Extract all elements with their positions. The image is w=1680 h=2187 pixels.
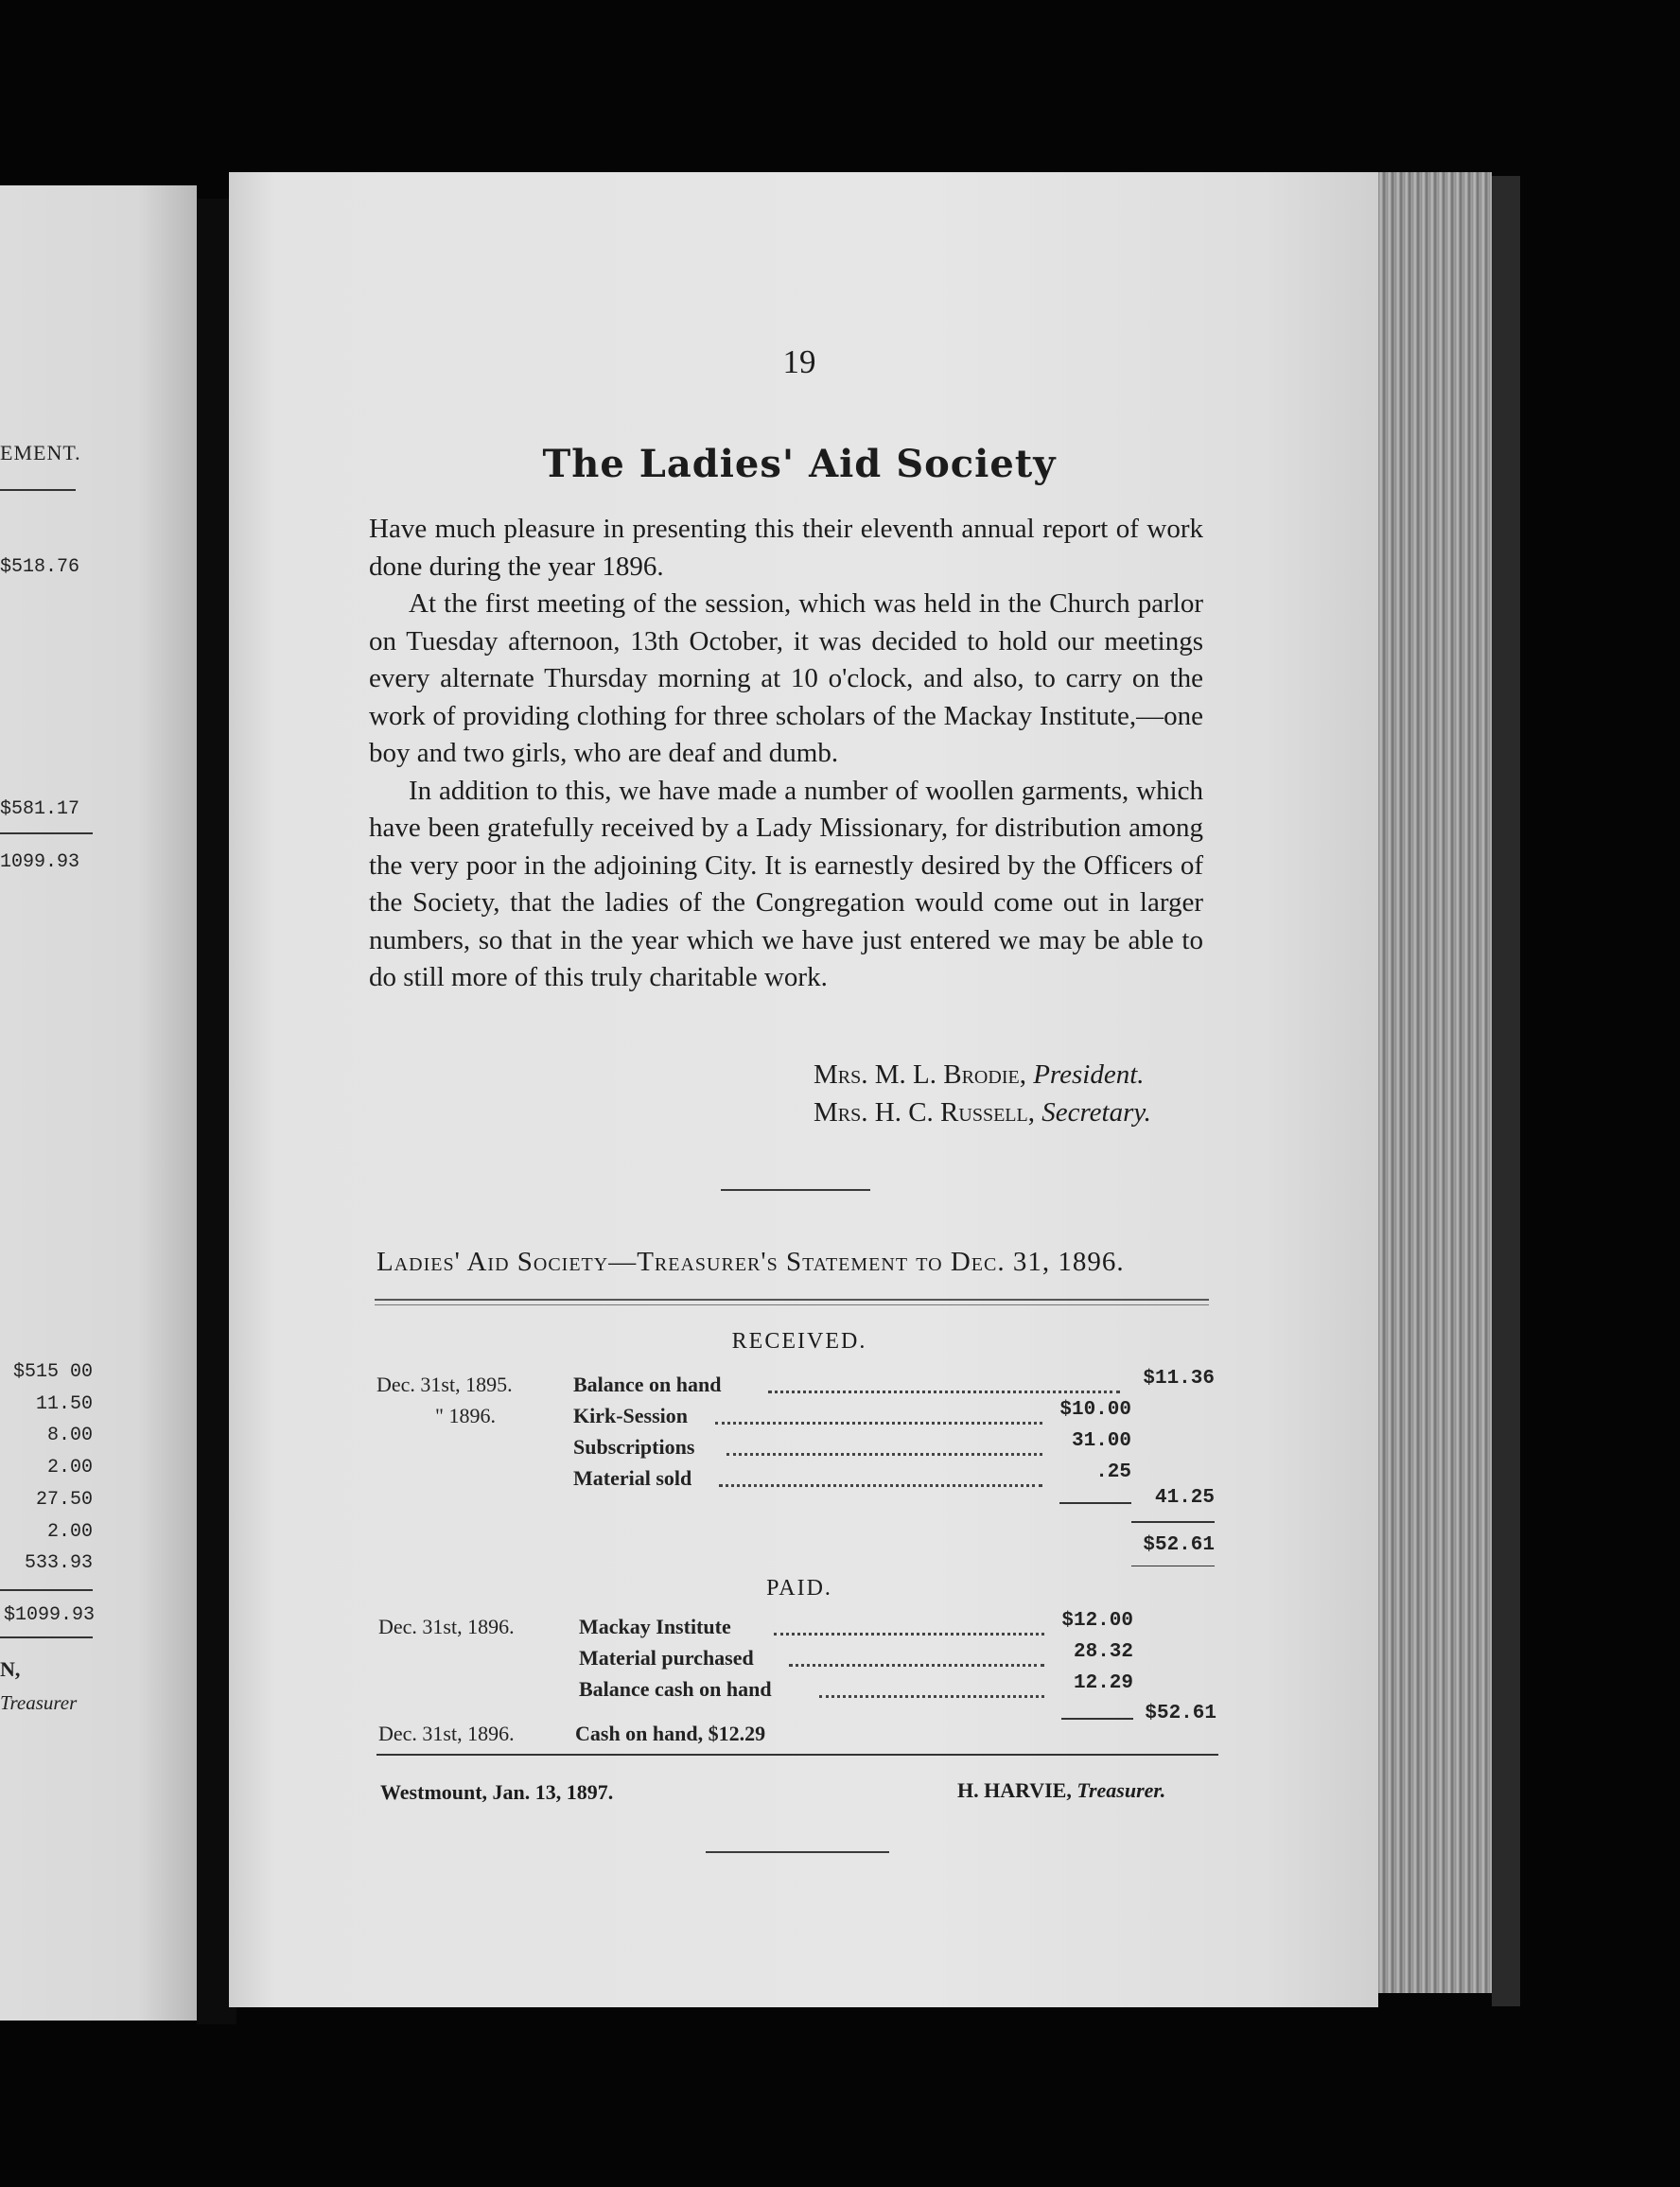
treasurer-role: Treasurer. [1076,1778,1166,1802]
received-item: Material sold [573,1466,692,1490]
left-heading-fragment: EMENT. [0,441,81,464]
leader-dots [774,1633,1044,1636]
total-rule [1131,1521,1215,1523]
left-column-value: 27.50 [35,1489,93,1511]
report-paragraph: Have much pleasure in presenting this their eleventh annual report of work done during the year 1896. [369,514,1203,582]
page-number: 19 [782,343,816,380]
received-date: " 1896. [435,1404,496,1427]
left-rule [0,832,93,834]
left-rule [0,1636,93,1638]
subtotal-rule [1059,1502,1131,1504]
signature-president [814,1059,1145,1091]
left-column-value: 11.50 [35,1393,93,1415]
left-column-value: 533.93 [24,1552,93,1574]
footer-rule [376,1754,1218,1756]
leader-dots [726,1453,1042,1456]
cash-date: Dec. 31st, 1896. [378,1722,515,1745]
treasurer-name: H. HARVIE, [957,1778,1072,1802]
statement-double-rule [375,1299,1209,1305]
left-column-value: 2.00 [46,1457,93,1478]
paid-total: $52.61 [1145,1703,1216,1724]
received-amount: 31.00 [1071,1430,1131,1452]
left-column-value: 2.00 [46,1521,93,1543]
report-paragraph: At the first meeting of the session, which was held in the Church parlor on Tuesday afternoon, 13th October, it was decided to hold our meetings every alternate Thursday morning at 10 o'clock, and also, to carry on the work of providing clothing for three scholars of the Mackay Institute,—one boy and two girls, who are deaf and dumb. [369,588,1203,768]
left-column-value: 8.00 [46,1425,93,1446]
leader-dots [789,1664,1044,1667]
left-name-fragment: N, [0,1657,21,1681]
section-divider [721,1189,870,1191]
paid-heading: PAID. [766,1576,832,1601]
leader-dots [768,1391,1120,1393]
treasurer-signature [957,1778,1165,1803]
received-item: Balance on hand [573,1373,722,1396]
end-divider [706,1851,889,1853]
received-heading: RECEIVED. [731,1329,867,1354]
left-rule [0,489,76,491]
received-amount: $10.00 [1059,1399,1131,1421]
received-total: $11.36 [1143,1368,1215,1390]
left-title-fragment: Treasurer [0,1691,78,1714]
signature-role: President. [1033,1059,1145,1090]
received-amount: .25 [1095,1461,1131,1483]
left-amount-2: $581.17 [0,798,80,820]
received-date: Dec. 31st, 1895. [376,1373,513,1396]
leader-dots [819,1695,1044,1698]
received-item: Subscriptions [573,1435,695,1459]
paid-item: Balance cash on hand [579,1677,772,1701]
page-title: The Ladies' Aid Society [542,442,1057,486]
left-total: $1099.93 [3,1604,95,1626]
place-date: Westmount, Jan. 13, 1897. [380,1780,614,1804]
report-paragraph: In addition to this, we have made a number of woollen garments, which have been gratefully received by a Lady Missionary, for distribution among the very poor in the adjoining City. It is earnestly desired by the Officers of the Society, that the ladies of the Congregation would come out in larger numbers, so that in the year which we have just entered we may be able to do still more of this truly charitable work. [369,775,1203,992]
received-grand-total: $52.61 [1143,1534,1215,1556]
left-amount-1: $518.76 [0,556,80,578]
leader-dots [719,1484,1042,1487]
left-column-value: $515 00 [12,1361,93,1383]
signature-secretary [814,1097,1151,1128]
paid-amount: $12.00 [1061,1610,1133,1632]
signature-role: Secretary. [1041,1097,1151,1128]
paid-item: Mackay Institute [579,1615,731,1638]
report-body [369,511,1203,997]
signature-name: Mrs. H. C. Russell, [814,1097,1035,1128]
cash-on-hand: Cash on hand, $12.29 [575,1722,766,1745]
leader-dots [715,1422,1042,1425]
subtotal-rule [1061,1718,1133,1720]
received-item: Kirk-Session [573,1404,689,1427]
paid-item: Material purchased [579,1646,754,1670]
left-amount-3: 1099.93 [0,851,80,873]
received-subtotal: 41.25 [1154,1487,1215,1509]
paid-amount: 12.29 [1073,1672,1133,1694]
paid-date: Dec. 31st, 1896. [378,1615,515,1638]
signature-name: Mrs. M. L. Brodie, [814,1059,1026,1090]
paid-amount: 28.32 [1073,1641,1133,1663]
statement-heading: Ladies' Aid Society—Treasurer's Statement to Dec. 31, 1896. [376,1247,1125,1277]
